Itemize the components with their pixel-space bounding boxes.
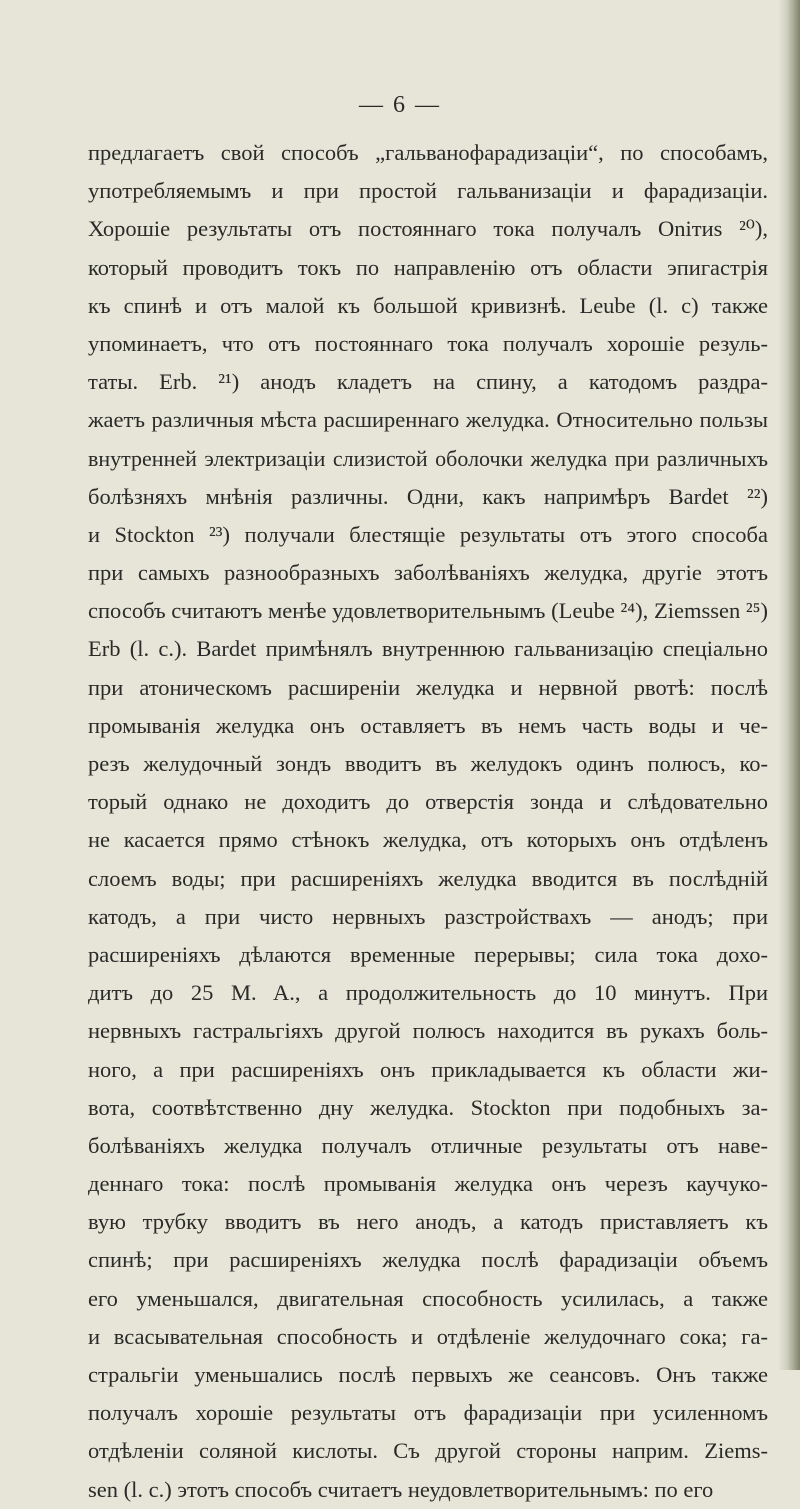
text-line: его уменьшался, двигательная способность усилилась, а также: [88, 1285, 768, 1311]
text-line: и Stockton ²³) получали блестящiе результаты отъ этого способа: [88, 521, 768, 547]
text-line: деннаго тока: послѣ промыванiя желудка онъ черезъ каучуко-: [88, 1171, 768, 1197]
page-edge-shadow: [778, 0, 800, 1370]
text-line: получалъ хорошiе результаты отъ фарадизацiи при усиленномъ: [88, 1400, 768, 1426]
text-line: упоминаетъ, что отъ постояннаго тока получалъ хорошiе резуль-: [88, 330, 768, 356]
text-line: стральгiи уменьшались послѣ первыхъ же сеансовъ. Онъ также: [88, 1362, 768, 1387]
text-line: способъ считаютъ менѣе удовлетворительнымъ (Leube ²⁴), Ziemssen ²⁵): [88, 598, 768, 624]
text-line: таты. Erb. ²¹) анодъ кладетъ на спину, а катодомъ раздра-: [88, 369, 768, 395]
text-line: предлагаетъ свой способъ „гальванофарадизацiи“, по способамъ,: [88, 140, 768, 165]
text-line: Хорошiе результаты отъ постояннаго тока получалъ Oniтиs ²⁰),: [88, 216, 768, 242]
text-line: расширенiяхъ дѣлаются временные перерывы; сила тока дохо-: [88, 941, 768, 967]
text-line: спинѣ; при расширенiяхъ желудка послѣ фарадизацiи объемъ: [88, 1247, 768, 1273]
text-line: резъ желудочный зондъ вводитъ въ желудокъ одинъ полюсъ, ко-: [88, 751, 768, 776]
text-line: болѣванiяхъ желудка получалъ отличные результаты отъ наве-: [88, 1132, 768, 1158]
text-line: катодъ, а при чисто нервныхъ разстройствахъ — анодъ; при: [88, 903, 768, 929]
text-line: при атоническомъ расширенiи желудка и нервной рвотѣ: послѣ: [88, 674, 768, 700]
text-line: вота, соотвѣтственно дну желудка. Stockton при подобныхъ за-: [88, 1094, 768, 1120]
text-line: промыванiя желудка онъ оставляетъ въ немъ часть воды и че-: [88, 712, 768, 738]
text-line: ного, а при расширенiяхъ онъ прикладывается къ области жи-: [88, 1056, 768, 1082]
text-line: Erb (l. c.). Bardet примѣнялъ внутреннюю гальванизацiю спецiально: [88, 636, 768, 662]
text-line: вую трубку вводитъ въ него анодъ, а катодъ приставляетъ къ: [88, 1209, 768, 1235]
text-line: употребляемымъ и при простой гальванизацiи и фарадизацiи.: [88, 178, 768, 204]
text-line: къ спинѣ и отъ малой къ большой кривизнѣ. Leube (l. c) также: [88, 292, 768, 318]
text-line: торый однако не доходитъ до отверстiя зонда и слѣдовательно: [88, 789, 768, 815]
text-line: не касается прямо стѣнокъ желудка, отъ которыхъ онъ отдѣленъ: [88, 827, 768, 853]
text-line: при самыхъ разнообразныхъ заболѣванiяхъ желудка, другiе этотъ: [88, 560, 768, 586]
text-line: болѣзняхъ мнѣнiя различны. Одни, какъ напримѣръ Bardet ²²): [88, 483, 768, 509]
text-line: дитъ до 25 M. A., а продолжительность до 10 минутъ. При: [88, 980, 768, 1006]
page-number: — 6 —: [359, 92, 441, 118]
body-text: [88, 134, 768, 1509]
text-line: нервныхъ гастральгiяхъ другой полюсъ находится въ рукахъ боль-: [88, 1018, 768, 1044]
text-line: который проводитъ токъ по направленiю отъ области эпигастрiя: [88, 254, 768, 280]
text-line: жаетъ различныя мѣста расширеннаго желудка. Относительно пользы: [88, 407, 768, 433]
text-line: отдѣленiи соляной кислоты. Съ другой стороны наприм. Ziems-: [88, 1438, 768, 1464]
text-line: слоемъ воды; при расширенiяхъ желудка вводится въ послѣднiй: [88, 865, 768, 891]
text-line: sen (l. c.) этотъ способъ считаетъ неудовлетворительнымъ: по его: [88, 1476, 714, 1502]
text-line: и всасывательная способность и отдѣленiе желудочнаго сока; га-: [88, 1323, 768, 1349]
text-line: внутренней электризацiи слизистой оболочки желудка при различныхъ: [88, 445, 768, 471]
